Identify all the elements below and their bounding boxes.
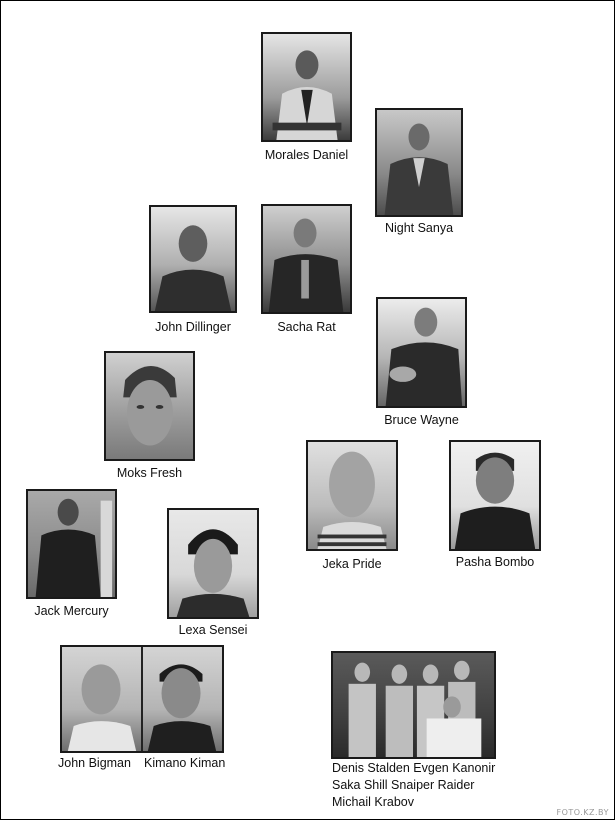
photo-group (331, 651, 496, 759)
photo-night-sanya (375, 108, 463, 217)
label-john-bigman: John Bigman (58, 756, 131, 770)
label-moks-fresh: Moks Fresh (116, 466, 183, 480)
group-caption-line-1: Denis Stalden Evgen Kanonir (332, 761, 496, 775)
label-jeka-pride: Jeka Pride (322, 557, 382, 571)
photo-pasha-bombo (449, 440, 541, 551)
photo-bruce-wayne (376, 297, 467, 408)
photo-divider (141, 647, 143, 751)
label-kimano-kiman: Kimano Kiman (144, 756, 226, 770)
photo-sacha-rat (261, 204, 352, 314)
photo-jeka-pride (306, 440, 398, 551)
group-caption-line-3: Michail Krabov (332, 795, 414, 809)
label-bruce-wayne: Bruce Wayne (384, 413, 459, 427)
watermark: FOTO.KZ.BY (556, 808, 609, 817)
label-jack-mercury: Jack Mercury (34, 604, 109, 618)
group-caption-line-2: Saka Shill Snaiper Raider (332, 778, 475, 792)
label-pasha-bombo: Pasha Bombo (455, 555, 535, 569)
label-morales-daniel: Morales Daniel (264, 148, 349, 162)
photo-john-dillinger (149, 205, 237, 313)
group-caption (332, 760, 495, 811)
photo-moks-fresh (104, 351, 195, 461)
label-sacha-rat: Sacha Rat (277, 320, 336, 334)
label-lexa-sensei: Lexa Sensei (178, 623, 248, 637)
label-night-sanya: Night Sanya (384, 221, 454, 235)
photo-lexa-sensei (167, 508, 259, 619)
label-john-dillinger: John Dillinger (155, 320, 231, 334)
photo-bigman-kiman (60, 645, 224, 753)
photo-jack-mercury (26, 489, 117, 599)
photo-morales-daniel (261, 32, 352, 142)
